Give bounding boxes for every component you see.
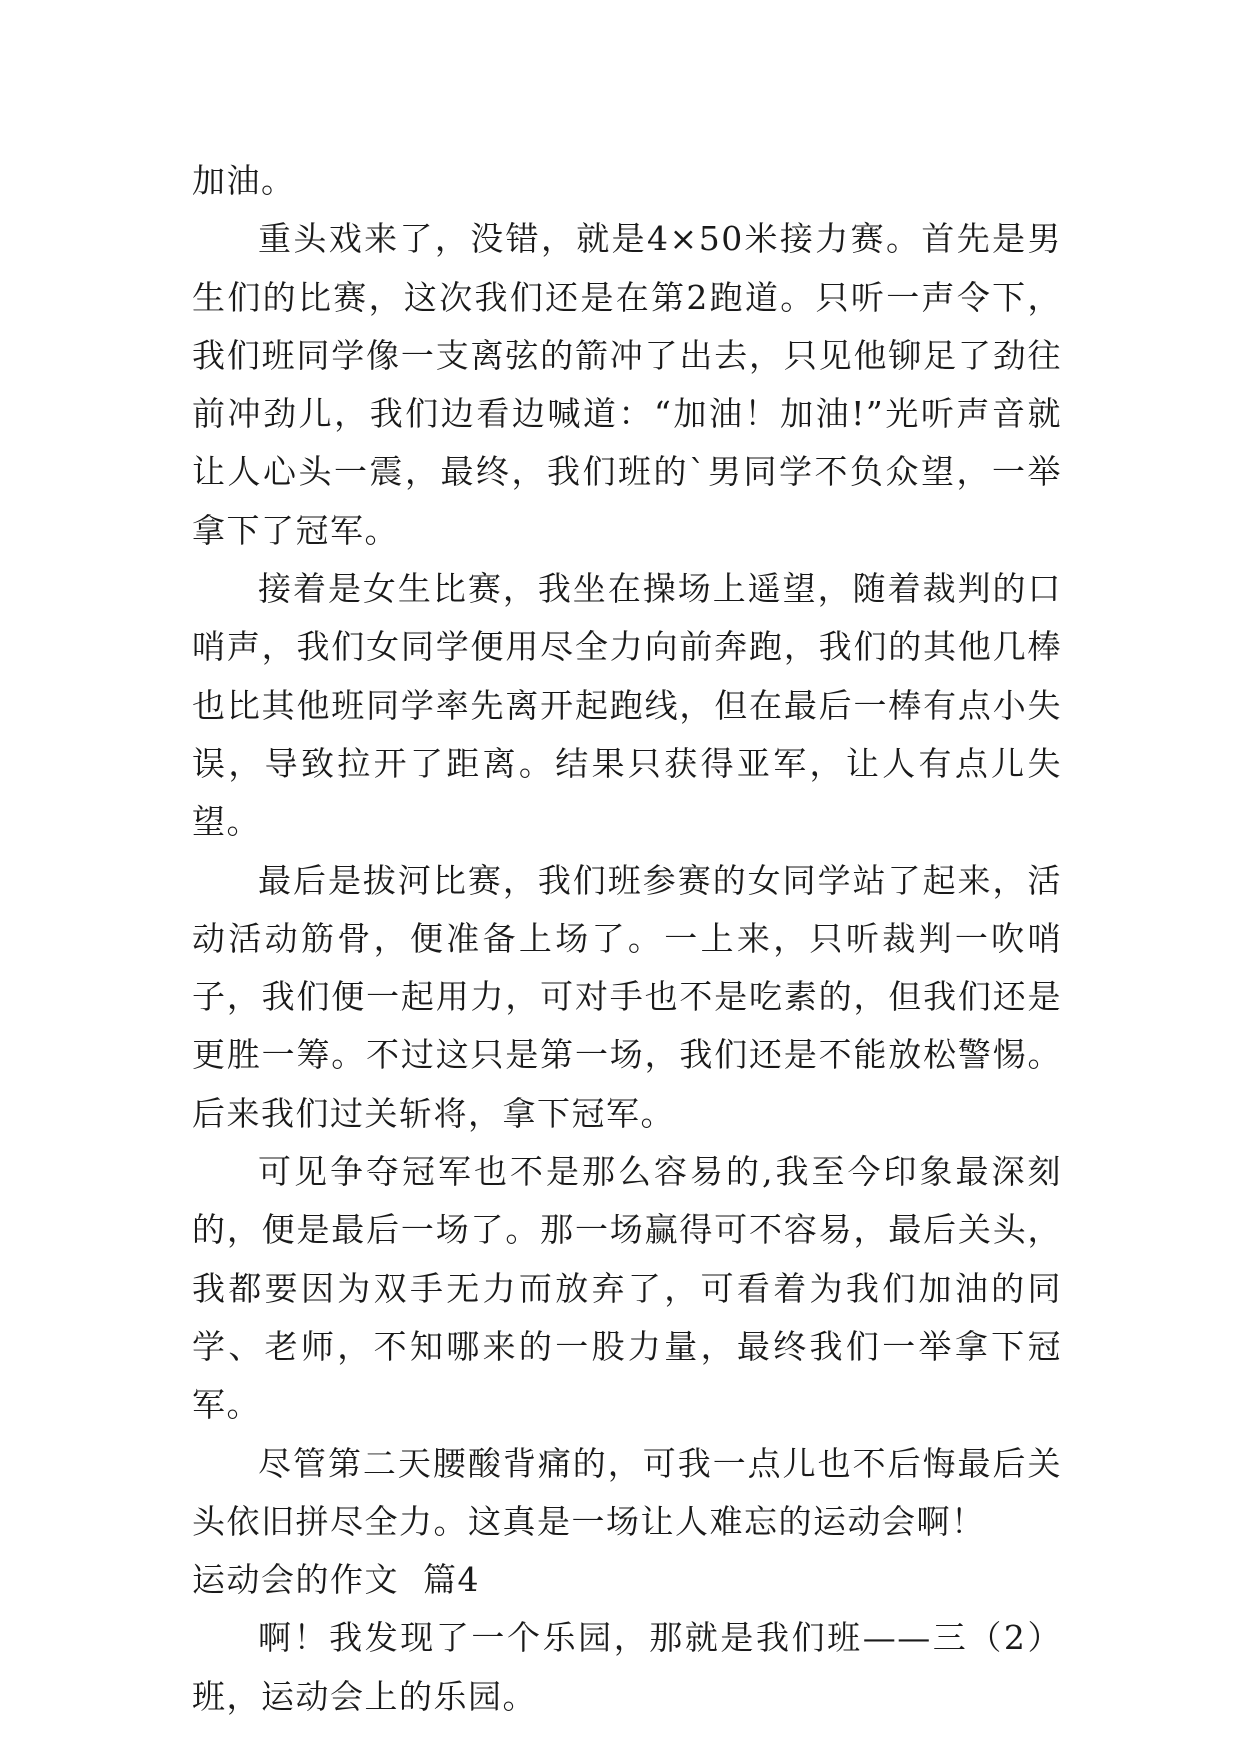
- paragraph-2: 重头戏来了，没错，就是4×50米接力赛。首先是男生们的比赛，这次我们还是在第2跑道。只听一声令下，我们班同学像一支离弦的箭冲了出去，只见他铆足了劲往前冲劲儿，我们边看边喊道：“加油！加油!”光听声音就让人心头一震，最终，我们班的`男同学不负众望，一举拿下了冠军。: [192, 219, 1062, 550]
- paragraph-3: 接着是女生比赛，我坐在操场上遥望，随着裁判的口哨声，我们女同学便用尽全力向前奔跑，我们的其他几棒也比其他班同学率先离开起跑线，但在最后一棒有点小失误，导致拉开了距离。结果只获得亚军，让人有点儿失望。: [192, 569, 1062, 842]
- paragraph-6: 尽管第二天腰酸背痛的，可我一点儿也不后悔最后关头依旧拼尽全力。这真是一场让人难忘的运动会啊！: [192, 1443, 1062, 1541]
- paragraph-1: 加油。: [192, 161, 296, 200]
- paragraph-4: 最后是拔河比赛，我们班参赛的女同学站了起来，活动活动筋骨，便准备上场了。一上来，只听裁判一吹哨子，我们便一起用力，可对手也不是吃素的，但我们还是更胜一筹。不过这只是第一场，我们还是不能放松警惕。后来我们过关斩将，拿下冠军。: [192, 860, 1062, 1133]
- section-heading: 运动会的作文 篇4: [192, 1560, 480, 1600]
- article-body: [192, 152, 1062, 1726]
- paragraph-7: 啊！我发现了一个乐园，那就是我们班——三（2）班，运动会上的乐园。: [192, 1618, 1062, 1716]
- paragraph-5: 可见争夺冠军也不是那么容易的,我至今印象最深刻的，便是最后一场了。那一场赢得可不容易，最后关头，我都要因为双手无力而放弃了，可看着为我们加油的同学、老师，不知哪来的一股力量，最终我们一举拿下冠军。: [192, 1152, 1062, 1425]
